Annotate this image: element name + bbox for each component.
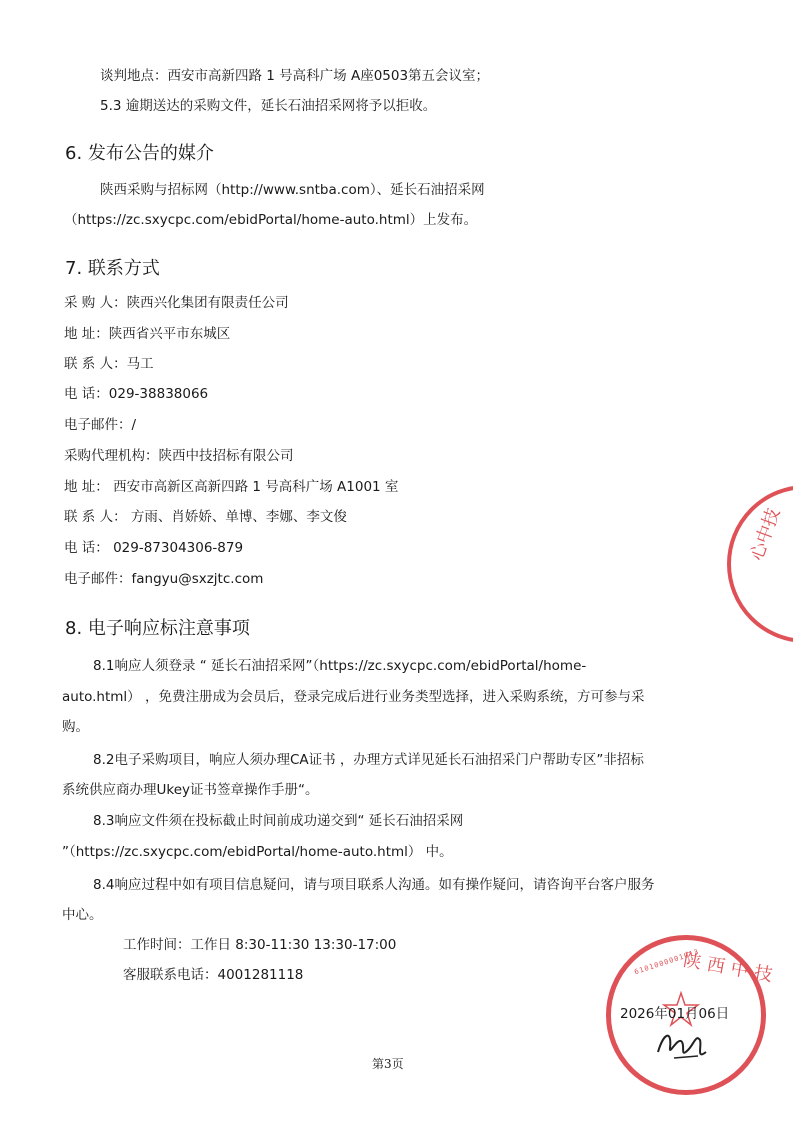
- clause-8-2-line-2: 系统供应商办理Ukey证书签章操作手册“。: [62, 782, 319, 798]
- company-seal-right: [727, 485, 793, 643]
- agency-contacts: 联 系 人： 方雨、肖娇娇、单博、李娜、李文俊: [64, 509, 347, 525]
- clause-8-1-line-1: 8.1响应人须登录 “ 延长石油招采网”（https://zc.sxycpc.com/ebidPortal/home-: [93, 658, 587, 674]
- purchaser-contact: 联 系 人：马工: [64, 356, 154, 372]
- clause-8-3-line-2: ”（https://zc.sxycpc.com/ebidPortal/home-auto.html） 中。: [62, 844, 453, 860]
- clause-8-1-line-3: 购。: [62, 719, 89, 735]
- signing-date: 2026年01月06日: [620, 1006, 730, 1022]
- seal-serial-number: 6101000001013: [633, 947, 701, 977]
- purchaser-name: 采 购 人：陕西兴化集团有限责任公司: [64, 295, 289, 311]
- seal-bottom-text: 陕西中技: [681, 949, 780, 988]
- service-hours: 工作时间：工作日 8:30-11:30 13:30-17:00: [123, 937, 397, 953]
- clause-8-1-line-2: auto.html） ，免费注册成为会员后，登录完成后进行业务类型选择，进入采购系统，方可参与采: [62, 689, 645, 705]
- handwritten-signature-icon: [652, 1022, 712, 1067]
- agency-phone: 电 话： 029-87304306-879: [64, 540, 244, 556]
- seal-right-text: 心中技: [746, 505, 785, 564]
- clause-8-3-line-1: 8.3响应文件须在投标截止时间前成功递交到“ 延长石油招采网: [93, 813, 464, 829]
- clause-8-4-line-1: 8.4响应过程中如有项目信息疑问，请与项目联系人沟通。如有操作疑问，请咨询平台客户服务: [93, 877, 655, 893]
- negotiation-location: 谈判地点：西安市高新四路 1 号高科广场 A座0503第五会议室；: [100, 68, 490, 84]
- purchaser-address: 地 址：陕西省兴平市东城区: [64, 326, 231, 342]
- section-7-heading: 7. 联系方式: [65, 258, 160, 279]
- section-6-heading: 6. 发布公告的媒介: [65, 143, 214, 164]
- clause-8-2-line-1: 8.2电子采购项目，响应人须办理CA证书 ，办理方式详见延长石油招采门户帮助专区”非招标: [93, 752, 644, 768]
- purchaser-phone: 电 话：029-38838066: [64, 386, 209, 402]
- section-8-heading: 8. 电子响应标注意事项: [65, 618, 250, 639]
- clause-8-4-line-2: 中心。: [62, 907, 103, 923]
- agency-address: 地 址： 西安市高新区高新四路 1 号高科广场 A1001 室: [64, 479, 399, 495]
- agency-name: 采购代理机构：陕西中技招标有限公司: [64, 448, 294, 464]
- media-line-2: （https://zc.sxycpc.com/ebidPortal/home-auto.html）上发布。: [64, 212, 478, 228]
- page-number: 第3页: [372, 1057, 404, 1071]
- agency-email: 电子邮件：fangyu@sxzjtc.com: [64, 571, 264, 587]
- service-phone: 客服联系电话：4001281118: [123, 967, 304, 983]
- purchaser-email: 电子邮件：/: [64, 417, 137, 433]
- media-line-1: 陕西采购与招标网（http://www.sntba.com）、延长石油招采网: [100, 182, 485, 198]
- clause-5-3: 5.3 逾期送达的采购文件，延长石油招采网将予以拒收。: [100, 98, 437, 114]
